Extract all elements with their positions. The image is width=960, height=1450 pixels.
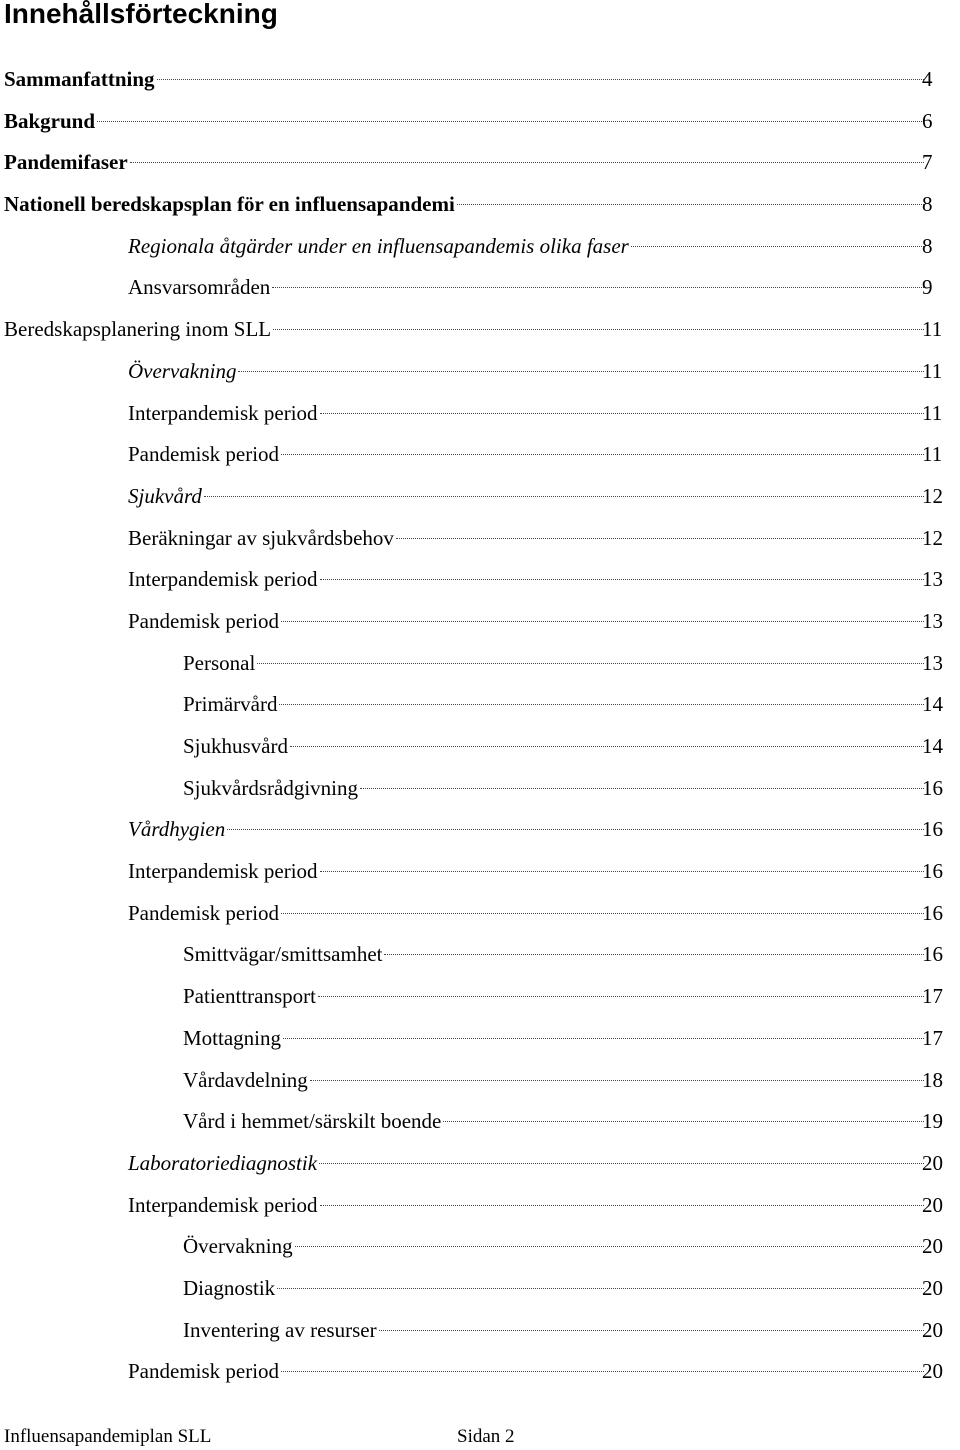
toc-entry-label: Personal [183,650,256,675]
toc-dot-leader [310,1080,924,1081]
toc-dot-leader [281,913,924,914]
toc-entry-page: 16 [922,900,943,925]
toc-entry-label: Interpandemisk period [128,1192,318,1217]
toc-entry-page: 14 [922,734,943,758]
toc-entry-label: Vårdavdelning [183,1067,308,1092]
toc-entry-label: Patienttransport [183,984,316,1009]
toc-entry-page: 17 [922,984,943,1009]
toc-entry-label: Nationell beredskapsplan för en influensapandemi [4,192,455,217]
toc-entry[interactable] [0,601,960,643]
toc-dot-leader [320,871,924,872]
toc-entry[interactable] [0,267,960,309]
toc-entry[interactable] [0,393,960,435]
toc-entry[interactable] [0,226,960,268]
toc-dot-leader [396,538,924,539]
toc-entry-page: 8 [922,192,933,217]
toc-entry-page: 9 [922,275,933,300]
toc-dot-leader [384,954,924,955]
toc-entry-page: 8 [922,233,933,258]
toc-entry-page: 11 [922,442,943,467]
toc-dot-leader [238,371,924,372]
toc-entry-label: Beräkningar av sjukvårdsbehov [128,525,394,550]
toc-entry[interactable] [0,934,960,976]
toc-entry[interactable] [0,142,960,184]
toc-dot-leader [281,454,924,455]
toc-entry-page: 4 [922,67,933,91]
toc-entry-label: Beredskapsplanering inom SLL [4,317,272,342]
footer-document-name: Influensapandemiplan SLL [4,1426,212,1447]
toc-dot-leader [257,663,924,664]
toc-entry-page: 14 [922,692,943,717]
toc-entry-label: Sjukvårdsrådgivning [183,775,358,800]
toc-entry[interactable] [0,1143,960,1185]
toc-entry-page: 13 [922,608,943,633]
toc-dot-leader [379,1330,924,1331]
toc-entry[interactable] [0,1226,960,1268]
toc-entry[interactable] [0,893,960,935]
toc-dot-leader [295,1246,924,1247]
toc-entry-label: Interpandemisk period [128,859,318,884]
toc-entry-page: 19 [922,1109,943,1134]
toc-dot-leader [443,1121,924,1122]
toc-entry-label: Regionala åtgärder under en influensapandemis olika faser [128,233,629,258]
toc-dot-leader [97,121,924,122]
toc-entry-label: Sammanfattning [4,67,155,91]
toc-entry[interactable] [0,351,960,393]
toc-entry-label: Övervakning [128,358,237,383]
toc-dot-leader [319,1163,924,1164]
toc-entry-label: Bakgrund [4,108,96,133]
toc-entry-label: Laboratoriediagnostik [128,1150,318,1175]
toc-entry-label: Vårdhygien [128,817,226,842]
toc-entry[interactable] [0,726,960,768]
toc-dot-leader [320,579,924,580]
toc-entry-page: 11 [922,358,943,383]
toc-entry-page: 12 [922,525,943,550]
toc-entry-page: 20 [922,1317,943,1342]
toc-dot-leader [457,204,924,205]
toc-dot-leader [204,496,924,497]
toc-entry[interactable] [0,518,960,560]
toc-entry-page: 16 [922,942,943,967]
toc-entry-page: 17 [922,1025,943,1050]
toc-entry[interactable] [0,476,960,518]
toc-dot-leader [273,329,924,330]
toc-entry[interactable] [0,1101,960,1143]
toc-entry[interactable] [0,434,960,476]
toc-entry-page: 20 [922,1192,943,1217]
toc-entry-label: Pandemisk period [128,900,280,925]
toc-entry[interactable] [0,1185,960,1227]
toc-entry-label: Interpandemisk period [128,400,318,425]
table-of-contents [0,59,960,1393]
toc-entry[interactable] [0,309,960,351]
toc-entry[interactable] [0,101,960,143]
toc-entry[interactable] [0,643,960,685]
toc-entry-label: Övervakning [183,1234,293,1259]
toc-entry[interactable] [0,1060,960,1102]
toc-entry[interactable] [0,976,960,1018]
toc-entry[interactable] [0,851,960,893]
toc-entry-label: Diagnostik [183,1275,276,1300]
toc-entry-page: 16 [922,775,943,800]
toc-entry-label: Primärvård [183,692,278,717]
toc-entry-page: 13 [922,650,943,675]
toc-dot-leader [360,788,924,789]
toc-entry-page: 18 [922,1067,943,1092]
toc-dot-leader [318,996,924,997]
toc-dot-leader [130,162,924,163]
toc-dot-leader [281,621,924,622]
toc-entry-label: Interpandemisk period [128,567,318,592]
toc-entry[interactable] [0,1351,960,1393]
footer-page-number: Sidan 2 [457,1426,515,1447]
toc-dot-leader [277,1288,924,1289]
toc-entry-page: 7 [922,150,933,175]
toc-entry[interactable] [0,184,960,226]
toc-entry-page: 20 [922,1275,943,1300]
toc-entry-label: Sjukhusvård [183,734,288,758]
toc-entry-page: 20 [922,1150,943,1175]
toc-entry-page: 6 [922,108,933,133]
toc-entry[interactable] [0,684,960,726]
toc-entry-page: 13 [922,567,943,592]
toc-entry-label: Smittvägar/smittsamhet [183,942,383,967]
toc-dot-leader [272,287,924,288]
toc-entry-page: 12 [922,483,943,508]
toc-entry[interactable] [0,768,960,810]
toc-entry[interactable] [0,809,960,851]
toc-dot-leader [279,704,924,705]
toc-entry-label: Sjukvård [128,483,202,508]
toc-entry-page: 20 [922,1234,943,1259]
toc-entry[interactable] [0,559,960,601]
toc-entry-label: Pandemisk period [128,608,280,633]
toc-entry-label: Pandemisk period [128,1359,280,1384]
toc-dot-leader [290,746,924,747]
toc-entry-label: Inventering av resurser [183,1317,377,1342]
toc-dot-leader [281,1371,924,1372]
toc-dot-leader [320,413,924,414]
toc-entry-page: 11 [922,400,943,425]
toc-entry-label: Vård i hemmet/särskilt boende [183,1109,442,1134]
toc-entry-label: Ansvarsområden [128,275,271,300]
toc-dot-leader [631,246,924,247]
toc-entry-page: 20 [922,1359,943,1384]
toc-entry[interactable] [0,59,960,101]
page-title: Innehållsförteckning [4,0,278,29]
toc-dot-leader [157,79,924,80]
toc-entry-label: Mottagning [183,1025,281,1050]
toc-entry[interactable] [0,1310,960,1352]
toc-dot-leader [320,1205,924,1206]
toc-entry[interactable] [0,1268,960,1310]
toc-dot-leader [227,829,924,830]
toc-entry-page: 16 [922,817,943,842]
toc-dot-leader [283,1038,924,1039]
toc-entry-label: Pandemifaser [4,150,128,175]
toc-entry-page: 16 [922,859,943,884]
toc-entry[interactable] [0,1018,960,1060]
toc-entry-page: 11 [922,317,943,342]
toc-entry-label: Pandemisk period [128,442,280,467]
